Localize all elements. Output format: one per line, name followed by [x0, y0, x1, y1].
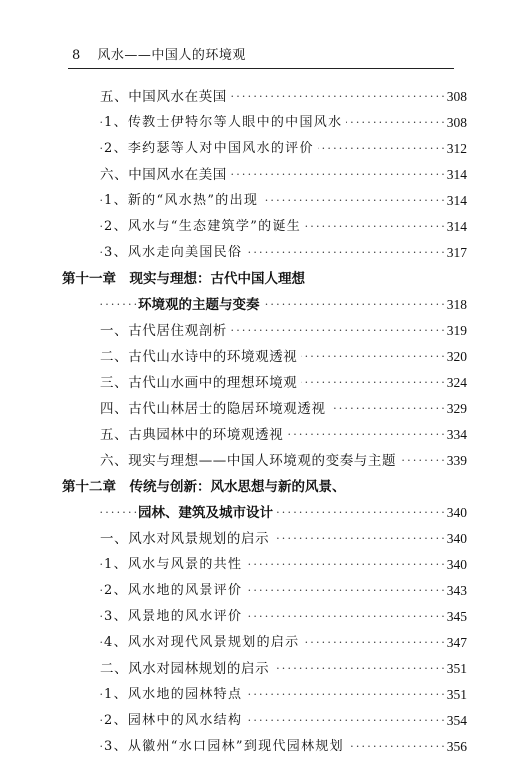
toc-entry: [0, 214, 517, 240]
toc-entry: [0, 474, 517, 500]
toc-entry-label: 3、风水走向美国民俗: [104, 240, 246, 266]
toc-entry: [0, 188, 517, 214]
toc-entry: [0, 370, 517, 396]
toc-entry: [0, 578, 517, 604]
toc-entry-label: 2、风水地的风景评价: [104, 578, 246, 604]
toc-entry-label: 4、风水对现代风景规划的启示: [104, 630, 303, 656]
toc-entry: [0, 240, 517, 266]
toc-entry: [0, 162, 517, 188]
toc-entry-label: 环境观的主题与变奏: [138, 292, 264, 318]
toc-entry-page: 354: [446, 713, 467, 728]
toc-entry: [0, 656, 517, 682]
toc-entry-label: 2、李约瑟等人对中国风水的评价: [104, 136, 318, 162]
toc-entry-label: 二、风水对园林规划的启示: [100, 656, 273, 682]
toc-entry-page: 343: [446, 583, 467, 598]
toc-entry-label: 一、风水对风景规划的启示: [100, 526, 273, 552]
toc-entry: [0, 734, 517, 760]
toc-entry-page: 340: [446, 505, 467, 520]
toc-entry-label: 二、古代山水诗中的环境观透视: [100, 344, 301, 370]
toc-entry-page: 351: [446, 661, 467, 676]
toc-entry: [0, 604, 517, 630]
toc-entry-page: 329: [446, 401, 467, 416]
table-of-contents: [0, 84, 517, 760]
toc-entry-page: 314: [446, 193, 467, 208]
toc-entry-page: 318: [446, 297, 467, 312]
toc-entry: [0, 136, 517, 162]
toc-entry: [0, 526, 517, 552]
page-number: 8: [72, 48, 81, 63]
toc-entry: [0, 500, 517, 526]
toc-entry-page: 314: [446, 167, 467, 182]
toc-entry-label: 五、中国风水在英国: [100, 84, 231, 110]
toc-entry-label: 1、传教士伊特尔等人眼中的中国风水: [104, 110, 346, 136]
toc-entry-label: 四、古代山林居士的隐居环境观透视: [100, 396, 330, 422]
toc-entry-page: 339: [446, 453, 467, 468]
toc-entry: [0, 396, 517, 422]
toc-entry-page: 308: [446, 115, 467, 130]
toc-entry: [0, 84, 517, 110]
toc-entry-label: 第十一章 现实与理想：古代中国人理想: [62, 266, 309, 292]
toc-entry: [0, 318, 517, 344]
toc-entry-page: 340: [446, 557, 467, 572]
toc-entry-page: 324: [446, 375, 467, 390]
running-head: [72, 44, 246, 63]
toc-entry: [0, 630, 517, 656]
toc-entry: [0, 708, 517, 734]
toc-entry-page: 314: [446, 219, 467, 234]
toc-entry-label: 3、风景地的风水评价: [104, 604, 246, 630]
header-rule: [68, 68, 454, 69]
toc-entry-page: 356: [446, 739, 467, 754]
toc-entry-label: 六、现实与理想——中国人环境观的变奏与主题: [100, 448, 400, 474]
toc-entry-label: 六、中国风水在美国: [100, 162, 231, 188]
toc-entry-label: 3、从徽州“水口园林”到现代园林规划: [104, 734, 348, 760]
toc-entry: [0, 266, 517, 292]
toc-entry: [0, 292, 517, 318]
toc-entry: [0, 552, 517, 578]
toc-entry-label: 一、古代居住观剖析: [100, 318, 231, 344]
toc-entry: [0, 448, 517, 474]
toc-entry-page: 351: [446, 687, 467, 702]
toc-entry-page: 334: [446, 427, 467, 442]
toc-entry: [0, 110, 517, 136]
toc-entry-label: 第十二章 传统与创新：风水思想与新的风景、: [62, 474, 350, 500]
toc-entry-page: 345: [446, 609, 467, 624]
book-title: 风水——中国人的环境观: [97, 48, 246, 63]
toc-entry-label: 五、古典园林中的环境观透视: [100, 422, 287, 448]
toc-entry-label: 1、风水与风景的共性: [104, 552, 246, 578]
toc-entry-label: 1、新的“风水热”的出现: [104, 188, 262, 214]
toc-entry-label: 2、园林中的风水结构: [104, 708, 246, 734]
toc-entry-page: 347: [446, 635, 467, 650]
toc-entry-page: 319: [446, 323, 467, 338]
toc-entry-page: 340: [446, 531, 467, 546]
toc-entry-label: 2、风水与“生态建筑学”的诞生: [104, 214, 305, 240]
toc-entry-page: 320: [446, 349, 467, 364]
toc-entry-label: 1、风水地的园林特点: [104, 682, 246, 708]
toc-entry-page: 312: [446, 141, 467, 156]
toc-entry-page: 317: [446, 245, 467, 260]
toc-entry-label: 园林、建筑及城市设计: [138, 500, 277, 526]
toc-entry-label: 三、古代山水画中的理想环境观: [100, 370, 301, 396]
toc-entry: [0, 682, 517, 708]
toc-entry: [0, 344, 517, 370]
toc-entry: [0, 422, 517, 448]
toc-entry-page: 308: [446, 89, 467, 104]
